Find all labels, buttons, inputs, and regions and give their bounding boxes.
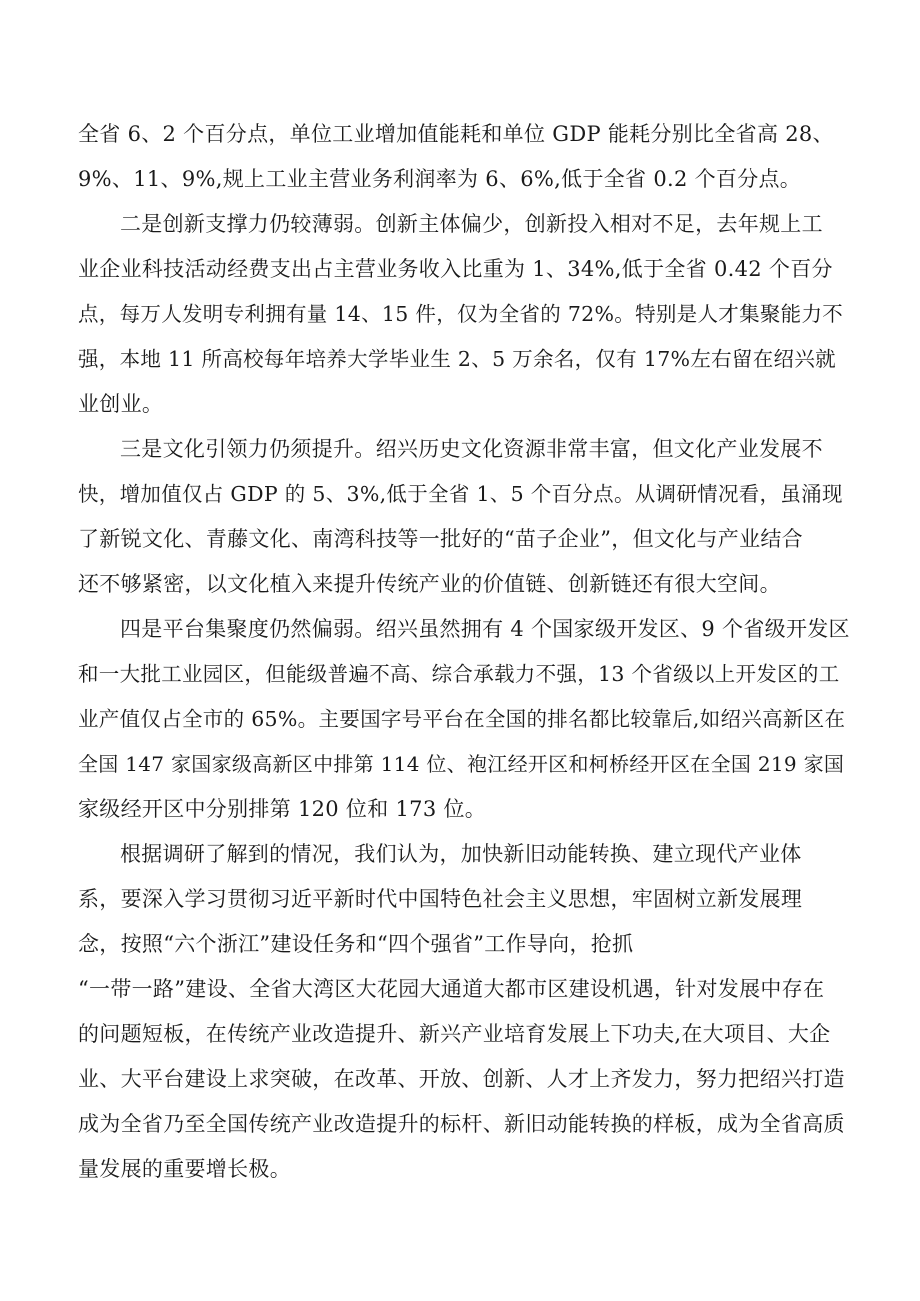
- text-line: 业企业科技活动经费支出占主营业务收入比重为 1、34%,低于全省 0.42 个百分: [78, 257, 833, 281]
- text-line: 成为全省乃至全国传统产业改造提升的标杆、新旧动能转换的样板，成为全省高质: [78, 1112, 845, 1136]
- text-line: “一带一路”建设、全省大湾区大花园大通道大都市区建设机遇，针对发展中存在: [78, 977, 825, 1001]
- paragraph-start: 三是文化引领力仍须提升。绍兴历史文化资源非常丰富，但文化产业发展不: [120, 437, 823, 461]
- paragraph-start: 根据调研了解到的情况，我们认为，加快新旧动能转换、建立现代产业体: [120, 842, 802, 866]
- text-line: 念，按照“六个浙江”建设任务和“四个强省”工作导向，抢抓: [78, 932, 634, 956]
- text-line: 全省 6、2 个百分点，单位工业增加值能耗和单位 GDP 能耗分别比全省高 28、: [78, 122, 834, 146]
- paragraph-start: 四是平台集聚度仍然偏弱。绍兴虽然拥有 4 个国家级开发区、9 个省级开发区: [120, 617, 850, 641]
- text-line: 9%、11、9%,规上工业主营业务利润率为 6、6%,低于全省 0.2 个百分点。: [78, 167, 802, 191]
- text-line: 强，本地 11 所高校每年培养大学毕业生 2、5 万余名，仅有 17%左右留在绍兴就: [78, 347, 836, 371]
- text-line: 业产值仅占全市的 65%。主要国字号平台在全国的排名都比较靠后,如绍兴高新区在: [78, 707, 846, 731]
- text-line: 系，要深入学习贯彻习近平新时代中国特色社会主义思想，牢固树立新发展理: [78, 887, 803, 911]
- text-line: 了新锐文化、青藤文化、南湾科技等一批好的“苗子企业”，但文化与产业结合: [78, 527, 803, 551]
- text-line: 业创业。: [78, 392, 164, 416]
- text-line: 全国 147 家国家级高新区中排第 114 位、袍江经开区和柯桥经开区在全国 219 家国: [78, 752, 845, 776]
- text-line: 和一大批工业园区，但能级普遍不高、综合承载力不强，13 个省级以上开发区的工: [78, 662, 840, 686]
- text-line: 量发展的重要增长极。: [78, 1157, 291, 1181]
- text-line: 点，每万人发明专利拥有量 14、15 件，仅为全省的 72%。特别是人才集聚能力不: [78, 302, 844, 326]
- text-line: 快，增加值仅占 GDP 的 5、3%,低于全省 1、5 个百分点。从调研情况看，虽涌现: [78, 482, 843, 506]
- text-line: 家级经开区中分别排第 120 位和 173 位。: [78, 797, 487, 821]
- text-line: 的问题短板，在传统产业改造提升、新兴产业培育发展上下功夫,在大项目、大企: [78, 1022, 831, 1046]
- paragraph-start: 二是创新支撑力仍较薄弱。创新主体偏少，创新投入相对不足，去年规上工: [120, 212, 823, 236]
- text-line: 还不够紧密，以文化植入来提升传统产业的价值链、创新链还有很大空间。: [78, 572, 781, 596]
- text-line: 业、大平台建设上求突破，在改革、开放、创新、人才上齐发力，努力把绍兴打造: [78, 1067, 845, 1091]
